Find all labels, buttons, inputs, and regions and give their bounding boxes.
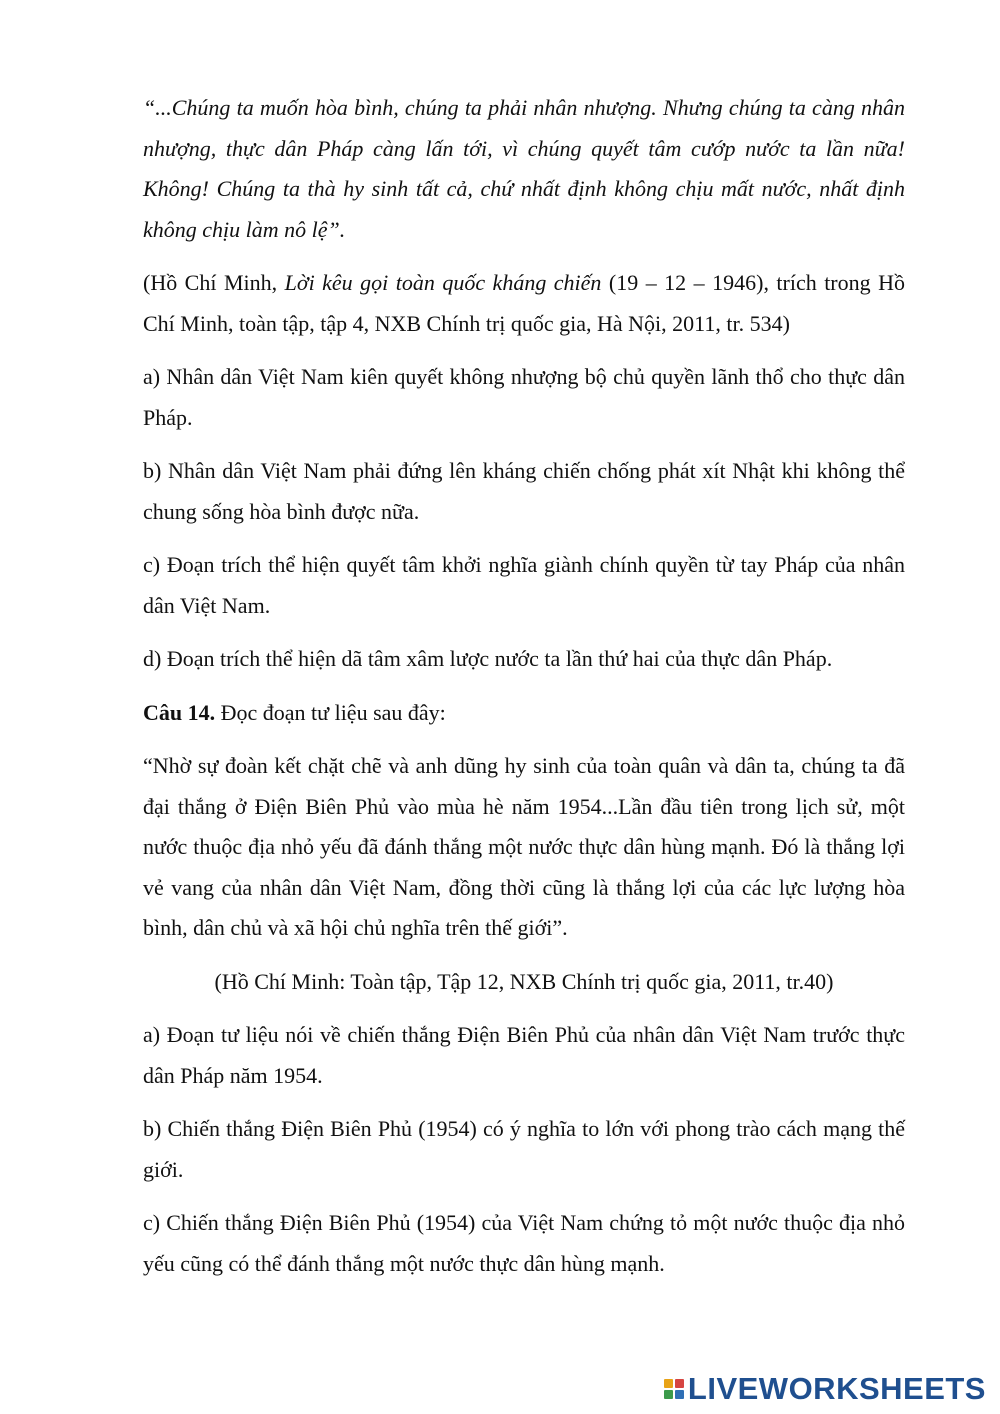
logo-block-1 [664, 1379, 673, 1388]
document-page [143, 88, 905, 1297]
q13-statement-b: b) Nhân dân Việt Nam phải đứng lên kháng chiến chống phát xít Nhật khi không thể chung sống hòa bình được nữa. [143, 458, 905, 524]
q14-statement-b: b) Chiến thắng Điện Biên Phủ (1954) có ý nghĩa to lớn với phong trào cách mạng thế giới. [143, 1116, 905, 1182]
q14-heading [143, 693, 905, 734]
q13-statement-d: d) Đoạn trích thể hiện dã tâm xâm lược nước ta lần thứ hai của thực dân Pháp. [143, 646, 833, 671]
logo-block-3 [664, 1390, 673, 1399]
q13-source-prefix: (Hồ Chí Minh, [143, 270, 285, 295]
q13-source [143, 263, 905, 344]
q13-statement-c: c) Đoạn trích thể hiện quyết tâm khởi nghĩa giành chính quyền từ tay Pháp của nhân dân Việt Nam. [143, 552, 905, 618]
logo-block-4 [675, 1390, 684, 1399]
q14-label: Câu 14. [143, 699, 216, 725]
liveworksheets-logo-icon [664, 1379, 684, 1399]
liveworksheets-brand: LIVEWORKSHEETS [687, 1371, 986, 1406]
q14-statement-a: a) Đoạn tư liệu nói về chiến thắng Điện Biên Phủ của nhân dân Việt Nam trước thực dân Pháp năm 1954. [143, 1022, 905, 1088]
q13-source-suffix: (19 – 12 – 1946), trích trong Hồ Chí Minh, toàn tập, tập 4, NXB Chính trị quốc gia, Hà Nội, 2011, tr. 534) [143, 270, 905, 336]
q13-source-title: Lời kêu gọi toàn quốc kháng chiến [284, 270, 602, 295]
logo-block-2 [675, 1379, 684, 1388]
q14-instruction: Đọc đoạn tư liệu sau đây: [215, 699, 446, 725]
q13-statement-a: a) Nhân dân Việt Nam kiên quyết không nhượng bộ chủ quyền lãnh thổ cho thực dân Pháp. [143, 364, 905, 430]
q14-quote: “Nhờ sự đoàn kết chặt chẽ và anh dũng hy sinh của toàn quân và dân ta, chúng ta đã đại thắng ở Điện Biên Phủ vào mùa hè năm 1954...Lần đầu tiên trong lịch sử, một nước thuộc địa nhỏ yếu đã đánh thắng một nước thực dân hùng mạnh. Đó là thắng lợi vẻ vang của nhân dân Việt Nam, đồng thời cũng là thắng lợi của các lực lượng hòa bình, dân chủ và xã hội chủ nghĩa trên thế giới”. [143, 753, 905, 940]
q14-statement-c: c) Chiến thắng Điện Biên Phủ (1954) của Việt Nam chứng tỏ một nước thuộc địa nhỏ yếu cũng có thể đánh thắng một nước thực dân hùng mạnh. [143, 1210, 905, 1276]
q13-quote: “...Chúng ta muốn hòa bình, chúng ta phải nhân nhượng. Nhưng chúng ta càng nhân nhượng, thực dân Pháp càng lấn tới, vì chúng quyết tâm cướp nước ta lần nữa! Không! Chúng ta thà hy sinh tất cả, chứ nhất định không chịu mất nước, nhất định không chịu làm nô lệ”. [143, 95, 905, 242]
q14-source: (Hồ Chí Minh: Toàn tập, Tập 12, NXB Chính trị quốc gia, 2011, tr.40) [214, 968, 834, 994]
liveworksheets-footer[interactable] [664, 1373, 986, 1404]
